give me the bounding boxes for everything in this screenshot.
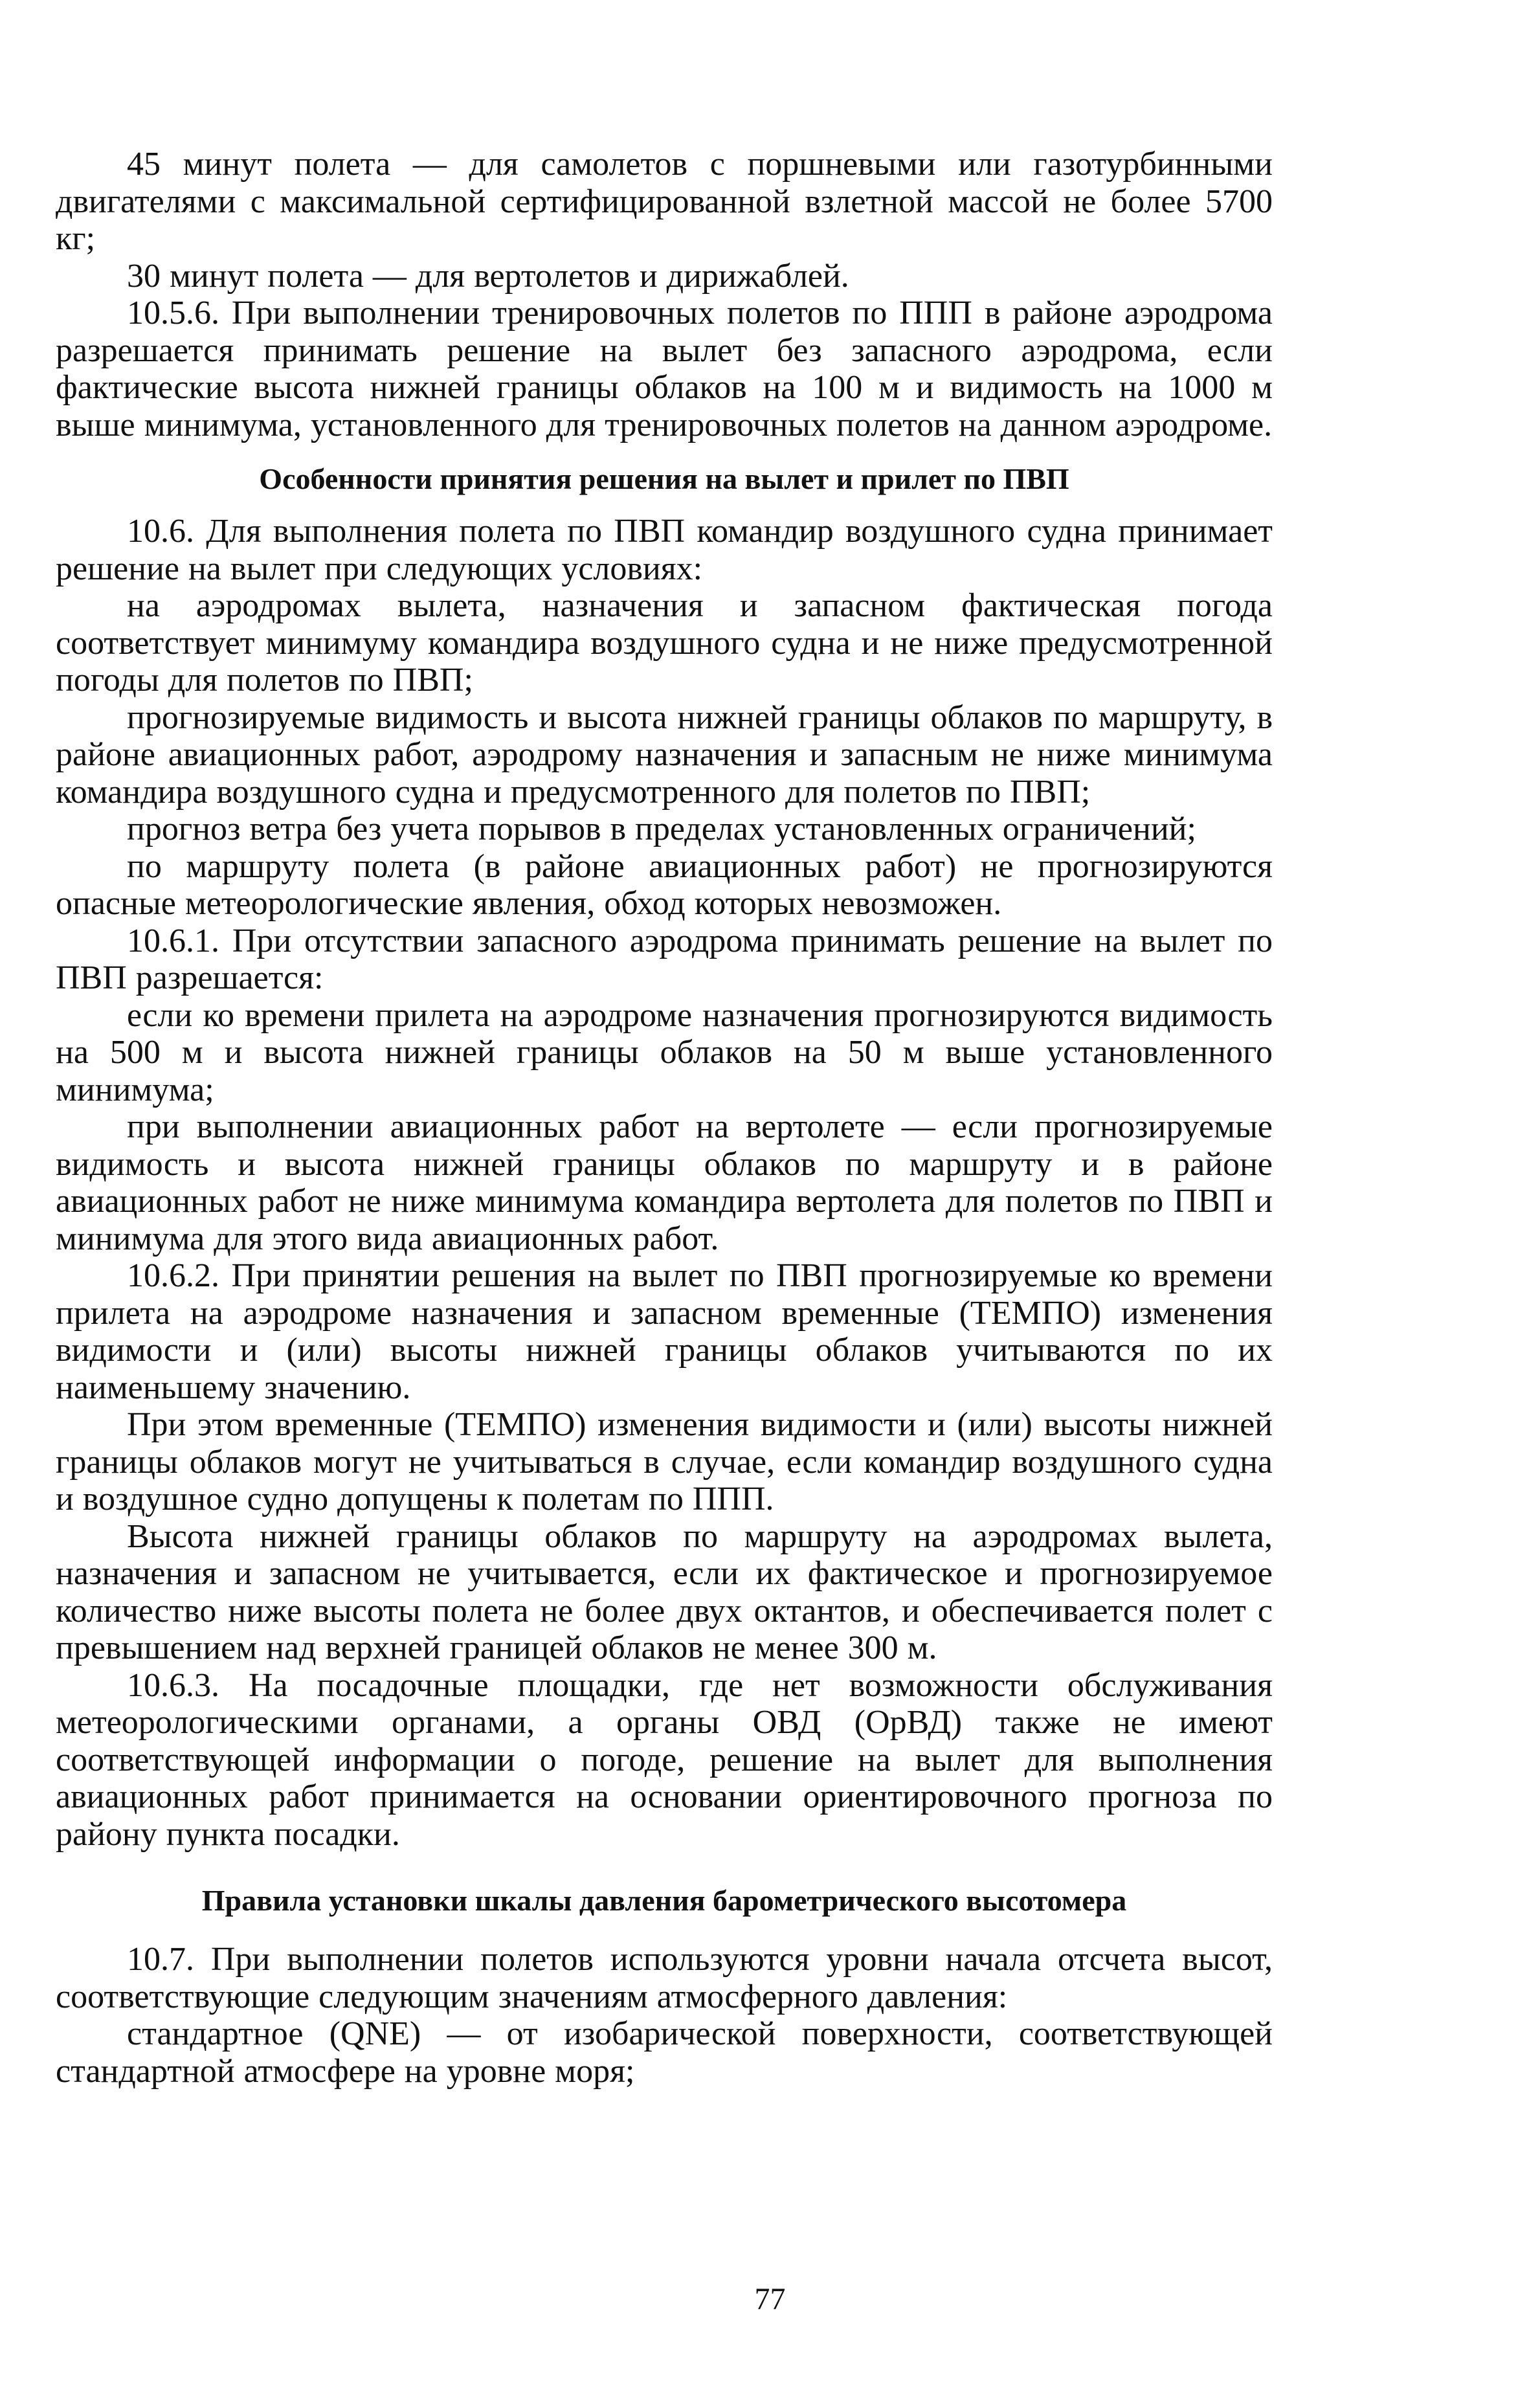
paragraph-condition-airports: на аэродромах вылета, назначения и запасном фактическая погода соответствует минимуму командира воздушного судна и не ниже предусмотренной погоды для полетов по ПВП; (56, 587, 1273, 699)
paragraph-10-6: 10.6. Для выполнения полета по ПВП командир воздушного судна принимает решение на вылет при следующих условиях: (56, 513, 1273, 587)
paragraph-no-alternate-condition: если ко времени прилета на аэродроме назначения прогнозируются видимость на 500 м и высота нижней границы облаков на 50 м выше установленного минимума; (56, 996, 1273, 1108)
paragraph-10-5-6: 10.5.6. При выполнении тренировочных полетов по ППП в районе аэродрома разрешается принимать решение на вылет без запасного аэродрома, если фактические высота нижней границы облаков на 100 м и видимость на 1000 м выше минимума, установленного для тренировочных полетов на данном аэродроме. (56, 295, 1273, 443)
paragraph-qne-standard: стандартное (QNE) — от изобарической поверхности, соответствующей стандартной атмосфере на уровне моря; (56, 2015, 1273, 2090)
paragraph-fuel-piston-aircraft: 45 минут полета — для самолетов с поршневыми или газотурбинными двигателями с максимальной сертифицированной взлетной массой не более 5700 кг; (56, 146, 1273, 257)
paragraph-cloud-base-octants: Высота нижней границы облаков по маршруту на аэродромах вылета, назначения и запасном не учитывается, если их фактическое и прогнозируемое количество ниже высоты полета не более двух октантов, и обеспечивается полет с превышением над верхней границей облаков не менее 300 м. (56, 1517, 1273, 1666)
paragraph-condition-wind: прогноз ветра без учета порывов в пределах установленных ограничений; (127, 811, 1196, 847)
section-heading-altimeter-setting: Правила установки шкалы давления барометрического высотомера (201, 1884, 1127, 1917)
paragraph-10-6-1: 10.6.1. При отсутствии запасного аэродрома принимать решение на вылет по ПВП разрешается: (56, 922, 1273, 996)
section-heading-vfr-decision: Особенности принятия решения на вылет и прилет по ПВП (259, 462, 1069, 495)
paragraph-10-7: 10.7. При выполнении полетов используются уровни начала отсчета высот, соответствующие следующим значениям атмосферного давления: (56, 1941, 1273, 2015)
paragraph-10-6-2: 10.6.2. При принятии решения на вылет по ПВП прогнозируемые ко времени прилета на аэродроме назначения и запасном временные (ТЕМПО) изменения видимости и (или) высоты нижней границы облаков учитываются по их наименьшему значению. (56, 1257, 1273, 1406)
paragraph-condition-forecast-visibility: прогнозируемые видимость и высота нижней границы облаков по маршруту, в районе авиационных работ, аэродрому назначения и запасным не ниже минимума командира воздушного судна и предусмотренного для полетов по ПВП; (56, 699, 1273, 811)
page-number: 77 (754, 2282, 786, 2316)
paragraph-fuel-helicopters: 30 минут полета — для вертолетов и дирижаблей. (127, 257, 849, 295)
paragraph-10-6-3: 10.6.3. На посадочные площадки, где нет возможности обслуживания метеорологическими органами, а органы ОВД (ОрВД) также не имеют соответствующей информации о погоде, решение на вылет для выполнения авиационных работ принимается на основании ориентировочного прогноза по району пункта посадки. (56, 1666, 1273, 1853)
paragraph-helicopter-works: при выполнении авиационных работ на вертолете — если прогнозируемые видимость и высота нижней границы облаков по маршруту и в районе авиационных работ не ниже минимума командира вертолета для полетов по ПВП и минимума для этого вида авиационных работ. (56, 1108, 1273, 1257)
page-text (56, 146, 1273, 2090)
paragraph-tempo-changes: При этом временные (ТЕМПО) изменения видимости и (или) высоты нижней границы облаков могут не учитываться в случае, если командир воздушного судна и воздушное судно допущены к полетам по ППП. (56, 1406, 1273, 1517)
paragraph-condition-hazards: по маршруту полета (в районе авиационных работ) не прогнозируются опасные метеорологические явления, обход которых невозможен. (56, 847, 1273, 922)
